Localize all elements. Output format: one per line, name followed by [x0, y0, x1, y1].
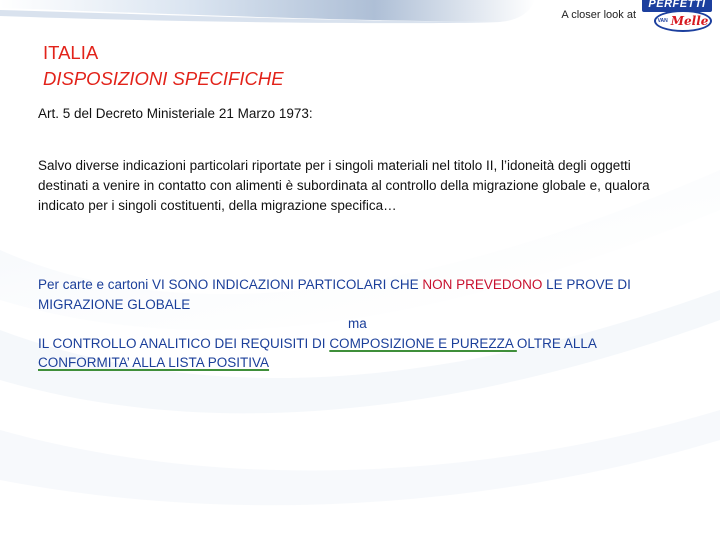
brand-tagline: A closer look at: [561, 9, 636, 21]
article-reference: Art. 5 del Decreto Ministeriale 21 Marzo 1973:: [38, 106, 313, 121]
logo-script: Melle: [670, 14, 709, 28]
paragraph-1: Salvo diverse indicazioni particolari riportate per i singoli materiali nel titolo II, l’idoneità degli oggetti destinati a venire in contatto con alimenti è subordinata al controllo della migrazione globale e, qualora indicato per i singoli costituenti, della migrazione specifica…: [38, 158, 650, 213]
p2-underline-composition: COMPOSIZIONE E PUREZZA: [329, 335, 517, 351]
title-line-1: ITALIA: [43, 42, 99, 63]
logo-brand-text: PERFETTI: [642, 0, 712, 12]
p2-ma: ma: [348, 316, 367, 331]
p2-text-1: Per carte e cartoni VI SONO INDICAZIONI PARTICOLARI CHE: [38, 277, 423, 292]
slide-title: [43, 40, 284, 92]
p2-text-3: IL CONTROLLO ANALITICO DEI REQUISITI DI: [38, 335, 330, 351]
p2-text-2: LE PROVE DI MIGRAZIONE GLOBALE: [38, 277, 631, 312]
p2-underline-positive-list: CONFORMITA’ ALLA LISTA POSITIVA: [38, 355, 270, 370]
logo-badge: VAN: [657, 18, 668, 24]
brand-header: [561, 0, 712, 28]
p2-highlight: NON PREVEDONO: [422, 277, 543, 292]
title-line-2: DISPOSIZIONI SPECIFICHE: [43, 68, 284, 89]
paragraph-2: [38, 275, 678, 373]
p2-text-4: OLTRE ALLA: [516, 335, 597, 351]
perfetti-logo: [642, 0, 712, 35]
logo-oval: [654, 10, 712, 32]
